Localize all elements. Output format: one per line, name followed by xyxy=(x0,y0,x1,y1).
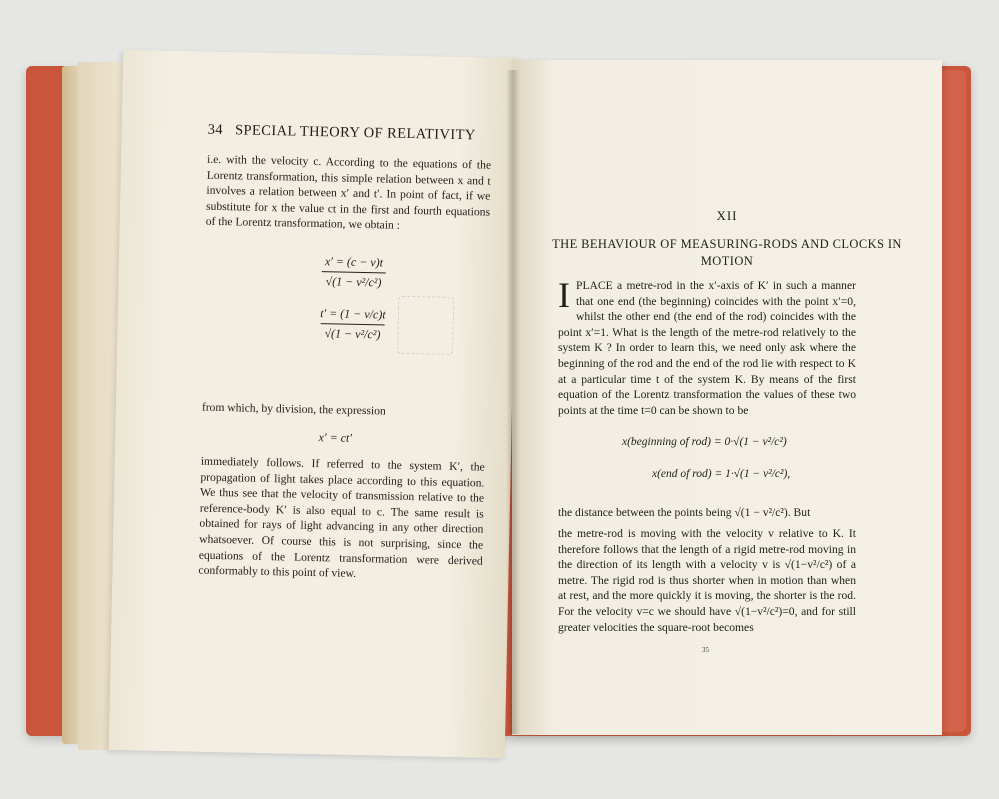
paragraph xyxy=(558,275,856,418)
running-head xyxy=(208,122,508,145)
running-head-title: SPECIAL THEORY OF RELATIVITY xyxy=(234,122,476,144)
book-gutter xyxy=(506,70,520,734)
left-page xyxy=(109,50,520,758)
equation-x-prime xyxy=(313,254,394,291)
equation-denominator: √(1 − v²/c²) xyxy=(325,274,382,290)
equation-lhs: t′ = xyxy=(320,306,338,321)
paragraph: the distance between the points being √(1 − v²/c²). But xyxy=(558,506,811,519)
drop-cap: I xyxy=(558,275,570,315)
equation-numerator: (1 − v/c)t xyxy=(340,306,386,322)
chapter-number: XII xyxy=(716,208,738,223)
equation-t-prime xyxy=(312,306,393,343)
equation-lhs: x′ = xyxy=(324,254,345,269)
paragraph: from which, by division, the expression xyxy=(201,400,386,418)
fraction-bar xyxy=(322,271,386,273)
equation-x-ct: x′ = ct′ xyxy=(318,430,353,445)
right-page xyxy=(512,60,942,735)
equation-numerator: (c − v)t xyxy=(346,254,384,270)
fraction-bar xyxy=(321,323,385,325)
pencil-annotation xyxy=(397,296,454,355)
paragraph: immediately follows. If referred to the system K′, the propagation of light takes place according to this equation. We thus see that the velocity of transmission relative to the reference-body K′ is also equal to c. The same result is obtained for rays of light advancing in any other direction whatsoever. Of course this is not surprising, since the equations of the Lorentz transformation were derived conformably to this point of view. xyxy=(198,454,485,581)
equation-end: x(end of rod) = 1·√(1 − v²/c²), xyxy=(652,468,791,480)
cover-edge xyxy=(938,70,966,732)
folio: 35 xyxy=(702,646,709,654)
paragraph: the metre-rod is moving with the velocity v relative to K. It therefore follows that the length of a rigid metre-rod moving in the direction of its length with a velocity v is √(1−v²/c²) of a metre. The rigid rod is thus shorter when in motion than when at rest, and the more quickly it is moving, the shorter is the rod. For the velocity v=c we should have √(1−v²/c²)=0, and for still greater velocities the square-root becomes xyxy=(558,527,856,634)
paragraph: i.e. with the velocity c. According to the equations of the Lorentz transformation, this simple relation between x and t involves a relation between x′ and t′. In point of fact, if we substitute for x the value ct in the first and fourth equations of the Lorentz transformation, we obtain : xyxy=(205,152,492,233)
chapter-title: THE BEHAVIOUR OF MEASURING-RODS AND CLOCKS IN MOTION xyxy=(552,237,902,268)
page-number: 34 xyxy=(207,121,224,139)
paragraph-body: PLACE a metre-rod in the x′-axis of K′ in such a manner that one end (the beginning) coincides with the point x′=0, whilst the other end (the end of the rod) coincides with the point x′=1. What is the length of the metre-rod relatively to the system K ? In order to learn this, we need only ask where the beginning of the rod and the end of the rod lie with respect to K at a particular time t of the system K. By means of the first equation of the Lorentz transformation the values of these two points at the time t=0 can be shown to be xyxy=(558,279,856,417)
equation-beginning: x(beginning of rod) = 0·√(1 − v²/c²) xyxy=(622,436,787,448)
equation-denominator: √(1 − v²/c²) xyxy=(324,326,381,342)
